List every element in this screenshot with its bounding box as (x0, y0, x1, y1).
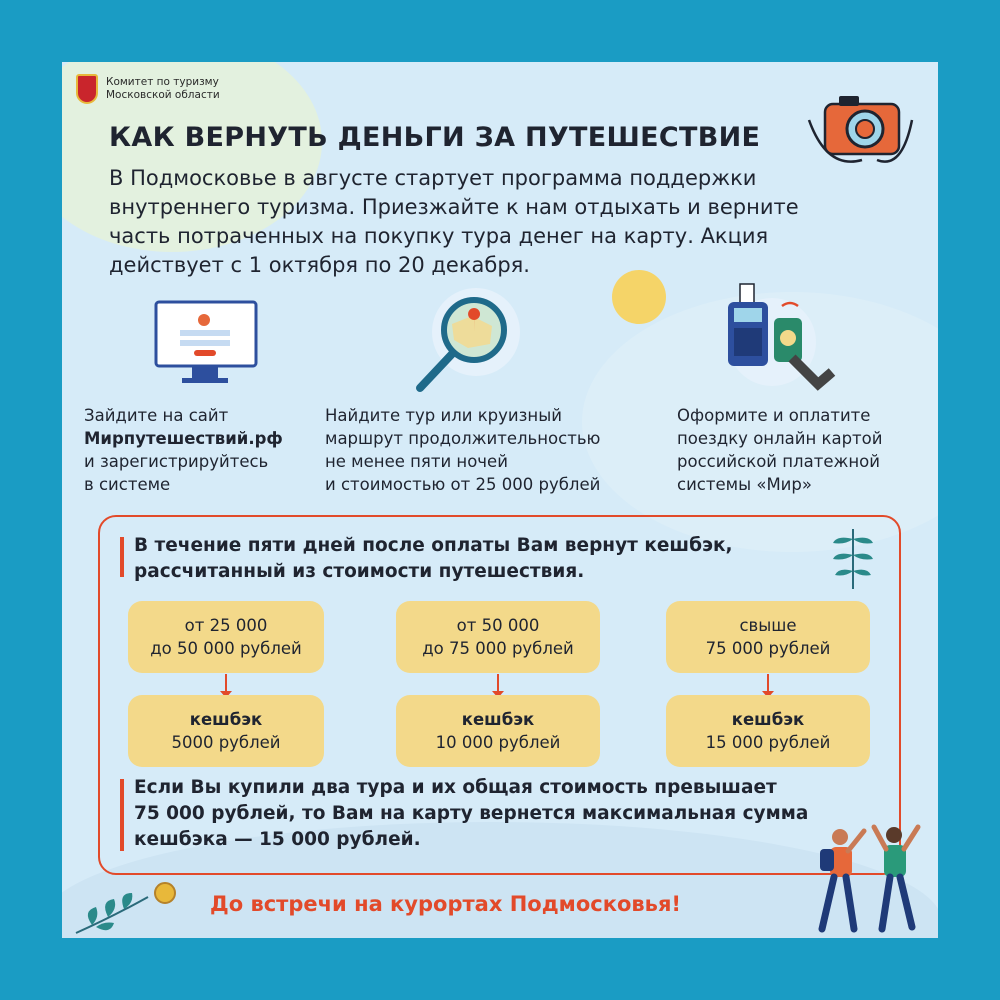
arrow-icon (767, 674, 769, 692)
accent-bar (120, 779, 124, 851)
plant-icon (72, 877, 152, 937)
tier-2-range: от 50 000 до 75 000 рублей (396, 601, 600, 673)
arrow-icon (225, 674, 227, 692)
farewell-text: До встречи на курортах Подмосковья! (210, 892, 682, 916)
tier-1-range: от 25 000 до 50 000 рублей (128, 601, 324, 673)
cashback-heading: В течение пяти дней после оплаты Вам вернут кешбэк, рассчитанный из стоимости путешествия. (134, 535, 733, 582)
travelers-illustration (802, 817, 932, 937)
compass-icon (154, 882, 176, 904)
magnifier-map-icon (412, 284, 532, 404)
page-title: КАК ВЕРНУТЬ ДЕНЬГИ ЗА ПУТЕШЕСТВИЕ (109, 122, 761, 153)
cashback-footer: Если Вы купили два тура и их общая стоимость превышает 75 000 рублей, то Вам на карту вернется максимальная сумма кешбэка — 15 000 рублей. (134, 777, 809, 850)
payment-terminal-icon (722, 276, 842, 396)
org-name: Комитет по туризму Московской области (106, 76, 220, 101)
tier-3-cashback: кешбэк 15 000 рублей (666, 695, 870, 767)
leaf-icon (828, 525, 878, 591)
cashback-box (98, 515, 901, 875)
site-link[interactable]: Мирпутешествий.рф (84, 429, 283, 448)
step-1-text: Зайдите на сайт Мирпутешествий.рф и зарегистрируйтесь в системе (84, 404, 324, 496)
org-logo (76, 74, 256, 104)
tier-2-cashback: кешбэк 10 000 рублей (396, 695, 600, 767)
tier-1-cashback: кешбэк 5000 рублей (128, 695, 324, 767)
step-3-text: Оформите и оплатите поездку онлайн картой российской платежной системы «Мир» (677, 406, 883, 494)
step-2-text: Найдите тур или круизный маршрут продолжительностью не менее пяти ночей и стоимостью от 25 000 рублей (325, 406, 601, 494)
computer-monitor-icon (152, 298, 262, 388)
intro-text: В Подмосковье в августе стартует программа поддержки внутреннего туризма. Приезжайте к нам отдыхать и верните часть потраченных на покупку тура денег на карту. Акция действует с 1 октября по 20 декабря. (109, 166, 799, 277)
arrow-icon (497, 674, 499, 692)
coat-of-arms-icon (76, 74, 98, 104)
tier-3-range: свыше 75 000 рублей (666, 601, 870, 673)
accent-bar (120, 537, 124, 577)
sun-decor (612, 270, 666, 324)
poster (62, 62, 938, 938)
